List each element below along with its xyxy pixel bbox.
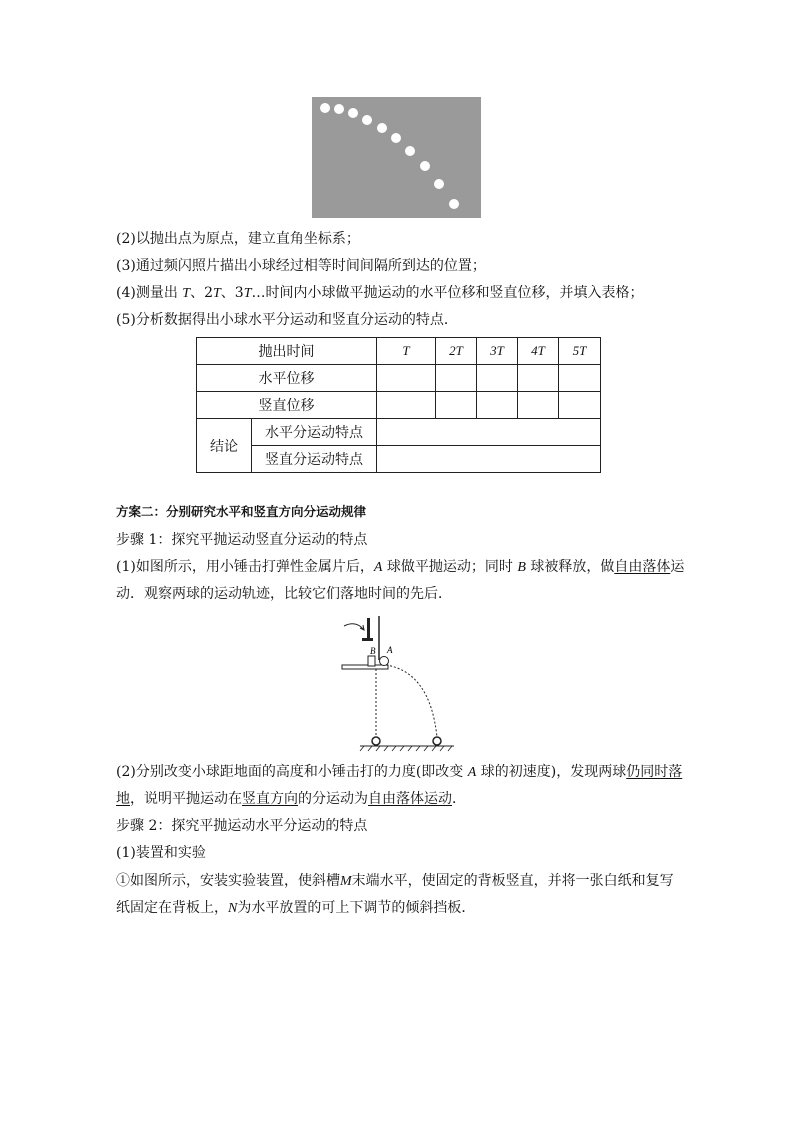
strobe-photo xyxy=(312,97,481,218)
parabolic-path xyxy=(386,665,437,737)
ball-dot xyxy=(320,103,330,113)
table-row xyxy=(197,365,601,392)
subsection-1: (1)装置和实验 xyxy=(116,845,206,861)
table-header-time: T xyxy=(377,338,436,365)
step-4-text: (4)测量出 T、2T、3T…时间内小球做平抛运动的水平位移和竖直位移，并填入表格； xyxy=(116,285,644,301)
table-cell xyxy=(377,446,601,473)
data-table xyxy=(196,337,601,473)
strobe-photo-dots xyxy=(312,97,481,218)
table-cell xyxy=(477,365,518,392)
hammer-handle xyxy=(367,618,370,640)
row-label-horizontal: 水平位移 xyxy=(197,365,377,392)
table-header-time: 5T xyxy=(559,338,601,365)
table-header-time: 3T xyxy=(477,338,518,365)
step-5-text: (5)分析数据得出小球水平分运动和竖直分运动的特点． xyxy=(116,312,458,328)
ball-dot xyxy=(334,104,344,114)
ball-dot xyxy=(405,146,415,156)
ball-b xyxy=(368,656,375,666)
hammer-arrow xyxy=(344,624,364,630)
table-cell xyxy=(436,392,477,419)
ball-a xyxy=(380,657,389,666)
row-label-vertical: 竖直位移 xyxy=(197,392,377,419)
table-cell xyxy=(377,419,601,446)
experiment-figure xyxy=(330,612,460,754)
table-header-time: 4T xyxy=(518,338,559,365)
landed-ball-a xyxy=(433,737,441,745)
conclusion-vertical-label: 竖直分运动特点 xyxy=(252,446,377,473)
table-row xyxy=(197,392,601,419)
step1-para1-line2: 动．观察两球的运动轨迹，比较它们落地时间的先后． xyxy=(116,586,452,602)
conclusion-horizontal-label: 水平分运动特点 xyxy=(252,419,377,446)
table-cell xyxy=(518,392,559,419)
table-cell xyxy=(477,392,518,419)
table-header-label: 抛出时间 xyxy=(197,338,377,365)
step1-para1-line1: (1)如图所示，用小锤击打弹性金属片后，A 球做平抛运动；同时 B 球被释放，做自由落体运 xyxy=(116,559,685,575)
table-header-time: 2T xyxy=(436,338,477,365)
ball-dot xyxy=(391,133,401,143)
landed-ball-b xyxy=(372,737,380,745)
step1-title: 步骤 1：探究平抛运动竖直分运动的特点 xyxy=(116,532,368,548)
label-a: A xyxy=(387,645,393,655)
ball-dot xyxy=(449,199,459,209)
ground-hatching xyxy=(360,746,452,751)
circle1-line1: ①如图所示，安装实验装置，使斜槽M末端水平，使固定的背板竖直，并将一张白纸和复写 xyxy=(116,873,674,889)
table-row xyxy=(197,446,601,473)
table-cell xyxy=(559,392,601,419)
step1-para2-line2: 地，说明平抛运动在竖直方向的分运动为自由落体运动． xyxy=(116,791,466,807)
ball-dot xyxy=(348,108,358,118)
step1-para2-line1: (2)分别改变小球距地面的高度和小锤击打的力度(即改变 A 球的初速度)，发现两球仍同时落 xyxy=(116,764,683,780)
table-cell xyxy=(518,365,559,392)
table-cell xyxy=(559,365,601,392)
table-row xyxy=(197,419,601,446)
ball-dot xyxy=(420,161,430,171)
ball-dot xyxy=(434,179,444,189)
hammer-head xyxy=(362,638,373,641)
table-cell xyxy=(436,365,477,392)
step-2-text: (2)以抛出点为原点，建立直角坐标系； xyxy=(116,231,360,247)
circle1-line2: 纸固定在背板上，N为水平放置的可上下调节的倾斜挡板． xyxy=(116,900,476,916)
ball-dot xyxy=(377,123,387,133)
experiment-diagram xyxy=(330,612,460,754)
conclusion-label: 结论 xyxy=(197,419,252,473)
table-cell xyxy=(377,365,436,392)
step2-title: 步骤 2：探究平抛运动水平分运动的特点 xyxy=(116,818,368,834)
platform xyxy=(342,665,388,669)
label-b: B xyxy=(370,646,376,656)
table-cell xyxy=(377,392,436,419)
ball-dot xyxy=(362,115,372,125)
step-3-text: (3)通过频闪照片描出小球经过相等时间间隔所到达的位置； xyxy=(116,258,486,274)
table-row xyxy=(197,338,601,365)
plan2-heading: 方案二：分别研究水平和竖直方向分运动规律 xyxy=(116,504,367,519)
